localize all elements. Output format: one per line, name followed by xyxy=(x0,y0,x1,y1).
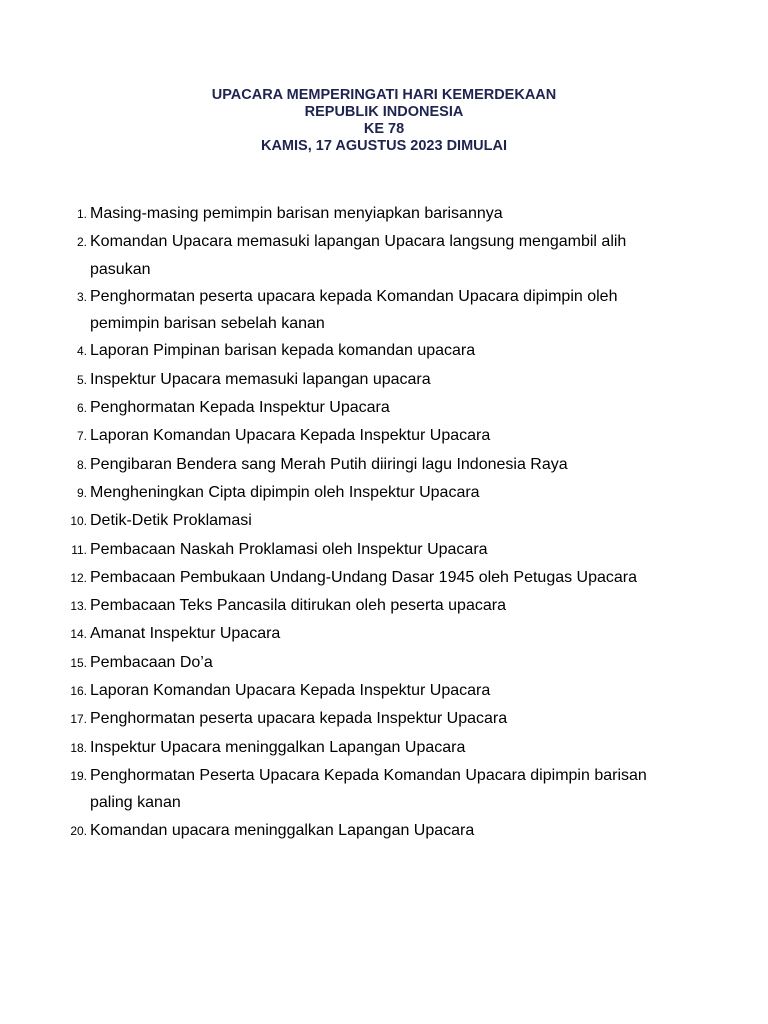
list-item xyxy=(0,592,768,620)
document-heading xyxy=(0,87,768,155)
list-item xyxy=(0,366,768,394)
ceremony-steps-list xyxy=(0,200,768,845)
list-item xyxy=(0,677,768,705)
list-item-text: Penghormatan Peserta Upacara Kepada Komandan Upacara dipimpin barisan paling kanan xyxy=(90,766,647,812)
list-item-text: Pembacaan Naskah Proklamasi oleh Inspektur Upacara xyxy=(90,540,488,558)
list-item-number: 3. xyxy=(76,289,87,304)
list-item xyxy=(0,762,768,817)
list-item-text: Komandan Upacara memasuki lapangan Upacara langsung mengambil alih pasukan xyxy=(90,233,627,278)
list-item xyxy=(0,394,768,422)
list-item xyxy=(0,283,768,338)
list-item-text: Komandan upacara meninggalkan Lapangan Upacara xyxy=(90,821,475,839)
list-item-text: Penghormatan Kepada Inspektur Upacara xyxy=(90,399,390,417)
heading-line-anniversary: KE 78 xyxy=(363,121,405,137)
heading-line-title: UPACARA MEMPERINGATI HARI KEMERDEKAAN xyxy=(211,87,557,103)
list-item-number: 17. xyxy=(70,712,87,727)
list-item xyxy=(0,564,768,592)
list-item-text: Pengibaran Bendera sang Merah Putih diiringi lagu Indonesia Raya xyxy=(90,455,568,473)
list-item-number: 2. xyxy=(76,235,87,250)
list-item-number: 4. xyxy=(76,344,87,359)
list-item xyxy=(0,620,768,648)
list-item-number: 13. xyxy=(70,599,87,614)
list-item-text: Penghormatan peserta upacara kepada Inspektur Upacara xyxy=(90,710,508,728)
heading-line-date: KAMIS, 17 AGUSTUS 2023 DIMULAI xyxy=(260,138,507,154)
list-item-text: Inspektur Upacara memasuki lapangan upacara xyxy=(90,370,431,388)
list-item xyxy=(0,817,768,845)
list-item-text: Pembacaan Teks Pancasila ditirukan oleh peserta upacara xyxy=(90,597,506,615)
list-item-text: Laporan Komandan Upacara Kepada Inspektur Upacara xyxy=(90,682,491,700)
list-item-number: 20. xyxy=(70,823,87,838)
list-item xyxy=(0,536,768,564)
list-item-number: 9. xyxy=(76,485,87,500)
list-item-number: 7. xyxy=(76,429,87,444)
list-item-number: 16. xyxy=(70,684,87,699)
list-item xyxy=(0,200,768,228)
list-item xyxy=(0,337,768,365)
list-item-number: 12. xyxy=(70,570,87,585)
list-item-number: 11. xyxy=(71,542,87,557)
list-item xyxy=(0,422,768,450)
list-item-text: Penghormatan peserta upacara kepada Komandan Upacara dipimpin oleh pemimpin barisan sebelah kanan xyxy=(90,287,618,333)
list-item-number: 1. xyxy=(76,207,87,221)
list-item-text: Amanat Inspektur Upacara xyxy=(90,625,281,643)
heading-line-country: REPUBLIK INDONESIA xyxy=(304,104,464,120)
list-item-text: Inspektur Upacara meninggalkan Lapangan Upacara xyxy=(90,738,466,756)
list-item-number: 8. xyxy=(76,457,87,472)
list-item-number: 18. xyxy=(70,740,87,755)
list-item-text: Mengheningkan Cipta dipimpin oleh Inspektur Upacara xyxy=(90,483,480,501)
list-item-number: 5. xyxy=(76,372,87,387)
list-item xyxy=(0,507,768,535)
list-item xyxy=(0,479,768,507)
list-item-number: 6. xyxy=(76,401,87,416)
list-item-text: Laporan Pimpinan barisan kepada komandan upacara xyxy=(90,342,476,360)
list-item-number: 14. xyxy=(70,627,87,642)
list-item xyxy=(0,228,768,283)
list-item-text: Pembacaan Do’a xyxy=(90,653,213,671)
list-item xyxy=(0,451,768,479)
list-item xyxy=(0,734,768,762)
list-item-text: Detik-Detik Proklamasi xyxy=(90,512,252,530)
list-item-number: 10. xyxy=(70,514,87,529)
list-item-text: Masing-masing pemimpin barisan menyiapkan barisannya xyxy=(90,205,503,222)
list-item-number: 19. xyxy=(70,768,87,783)
list-item-text: Pembacaan Pembukaan Undang-Undang Dasar 1945 oleh Petugas Upacara xyxy=(90,568,638,586)
list-item-number: 15. xyxy=(70,655,87,670)
list-item xyxy=(0,705,768,733)
list-item xyxy=(0,649,768,677)
list-item-text: Laporan Komandan Upacara Kepada Inspektur Upacara xyxy=(90,427,491,445)
